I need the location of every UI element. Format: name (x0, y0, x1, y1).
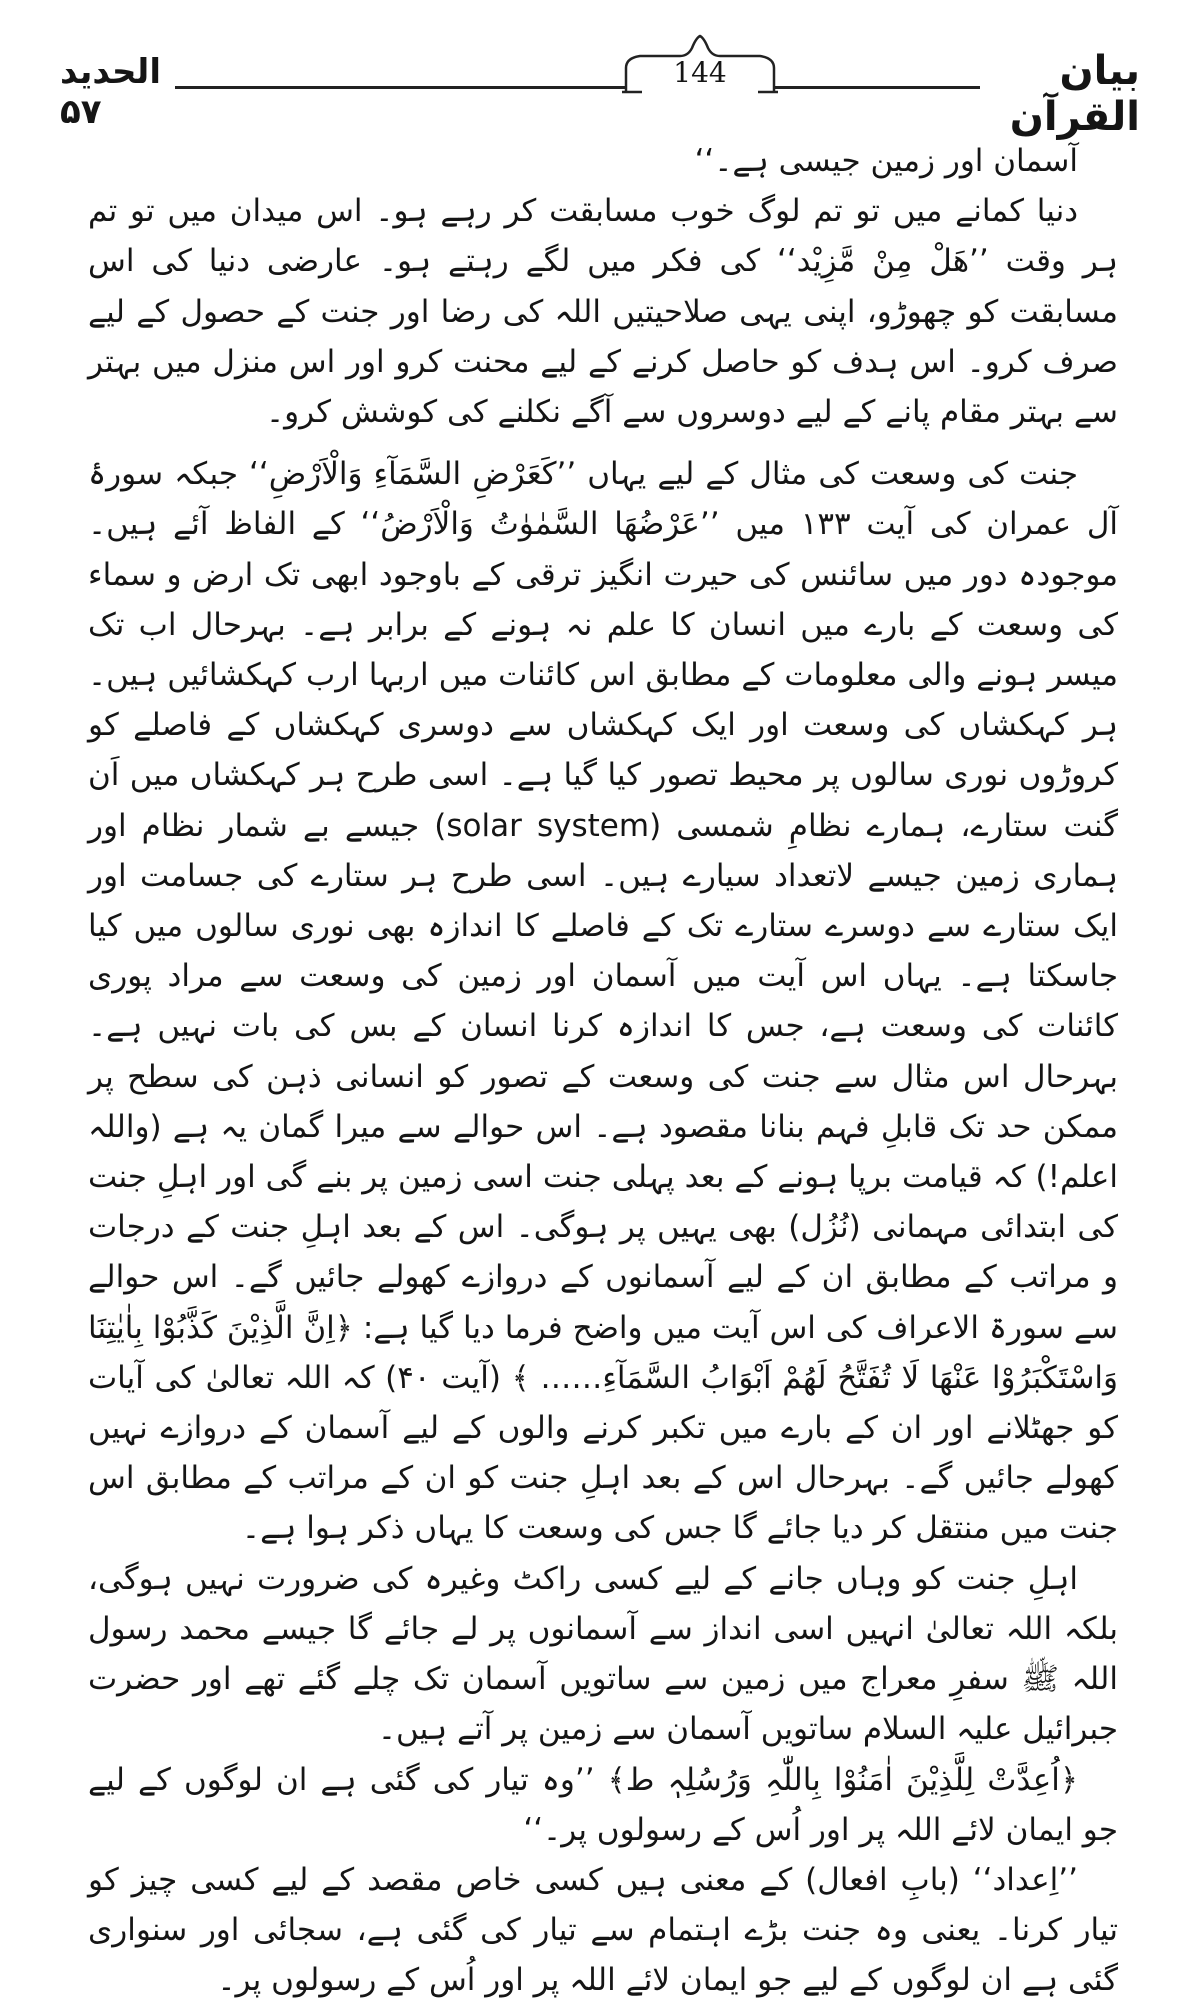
paragraph-competition: دنیا کمانے میں تو تم لوگ خوب مسابقت کر رہے ہو۔ اس میدان میں تو تم ہر وقت ’’ھَلْ مِنْ مَّزِیْد‘‘ کی فکر میں لگے رہتے ہو۔ عارضی دنیا کی اس مسابقت کو چھوڑو، اپنی یہی صلاحیتیں اللہ کی رضا اور جنت کے حصول کے لیے صرف کرو۔ اس ہدف کو حاصل کرنے کے لیے محنت کرو اور اس منزل میں بہتر سے بہتر مقام پانے کے لیے دوسروں سے آگے نکلنے کی کوشش کرو۔ (88, 193, 1118, 431)
paragraph-idad: ’’اِعداد‘‘ (بابِ افعال) کے معنی ہیں کسی خاص مقصد کے لیے کسی چیز کو تیار کرنا۔ یعنی وہ جنت بڑے اہتمام سے تیار کی گئی ہے، سجائی اور سنواری گئی ہے ان لوگوں کے لیے جو ایمان لائے اللہ پر اور اُس کے رسولوں پر۔ (88, 1861, 1118, 1999)
page-number-ornament (622, 34, 778, 100)
page-header (60, 34, 1140, 140)
paragraph-verse: ﴿اُعِدَّتْ لِلَّذِیْنَ اٰمَنُوْا بِاللّٰہِ وَرُسُلِہٖ ط﴾ ’’وہ تیار کی گئی ہے ان لوگوں کے لیے جو ایمان لائے اللہ پر اور اُس کے رسولوں پر۔‘‘ (88, 1761, 1118, 1848)
book-title: بیان القرآن (1009, 48, 1140, 140)
paragraph-quote-end: آسمان اور زمین جیسی ہے۔‘‘ (694, 143, 1078, 179)
page-number: 144 (673, 56, 727, 89)
body-text (88, 136, 1118, 1999)
surah-running-head: الحدید ۵۷ (60, 52, 161, 132)
paragraph-jannah-vastness: جنت کی وسعت کی مثال کے لیے یہاں ’’کَعَرْضِ السَّمَآءِ وَالْاَرْضِ‘‘ جبکہ سورۂ آل عمران کی آیت ۱۳۳ میں ’’عَرْضُھَا السَّمٰوٰتُ وَالْاَرْضُ‘‘ کے الفاظ آئے ہیں۔ موجودہ دور میں سائنس کی حیرت انگیز ترقی کے باوجود ابھی تک ارض و سماء کی وسعت کے بارے میں انسان کا علم نہ ہونے کے برابر ہے۔ بہرحال اب تک میسر ہونے والی معلومات کے مطابق اس کائنات میں اربہا ارب کہکشائیں ہیں۔ ہر کہکشاں کی وسعت اور ایک کہکشاں سے دوسری کہکشاں کے فاصلے کو کروڑوں نوری سالوں پر محیط تصور کیا گیا ہے۔ اسی طرح ہر کہکشاں میں اَن گنت ستارے، ہمارے نظامِ شمسی (solar system) جیسے بے شمار نظام اور ہماری زمین جیسے لاتعداد سیارے ہیں۔ اسی طرح ہر ستارے کی جسامت اور ایک ستارے سے دوسرے ستارے تک کے فاصلے کا اندازہ بھی نوری سالوں میں کیا جاسکتا ہے۔ یہاں اس آیت میں آسمان اور زمین کی وسعت سے مراد پوری کائنات کی وسعت ہے، جس کا اندازہ کرنا انسان کے بس کی بات نہیں ہے۔ بہرحال اس مثال سے جنت کی وسعت کے تصور کو انسانی ذہن کی سطح پر ممکن حد تک قابلِ فہم بنانا مقصود ہے۔ اس حوالے سے میرا گمان یہ ہے (واللہ اعلم!) کہ قیامت برپا ہونے کے بعد پہلی جنت اسی زمین پر بنے گی اور اہلِ جنت کی ابتدائی مہمانی (نُزُل) بھی یہیں پر ہوگی۔ اس کے بعد اہلِ جنت کے درجات و مراتب کے مطابق ان کے لیے آسمانوں کے دروازے کھولے جائیں گے۔ اس حوالے سے سورۃ الاعراف کی اس آیت میں واضح فرما دیا گیا ہے: ﴿اِنَّ الَّذِیْنَ کَذَّبُوْا بِاٰیٰتِنَا وَاسْتَکْبَرُوْا عَنْھَا لَا تُفَتَّحُ لَھُمْ اَبْوَابُ السَّمَآءِ…… ﴾ (آیت ۴۰) کہ اللہ تعالیٰ کی آیات کو جھٹلانے اور ان کے بارے میں تکبر کرنے والوں کے لیے آسمان کے دروازے نہیں کھولے جائیں گے۔ بہرحال اس کے بعد اہلِ جنت کو ان کے مراتب کے مطابق اس جنت میں منتقل کر دیا جائے گا جس کی وسعت کا یہاں ذکر ہوا ہے۔ (88, 456, 1118, 1547)
header-rule-right (775, 86, 980, 89)
paragraph-ascension: اہلِ جنت کو وہاں جانے کے لیے کسی راکٹ وغیرہ کی ضرورت نہیں ہوگی، بلکہ اللہ تعالیٰ انہیں اسی انداز سے آسمانوں پر لے جائے گا جیسے محمد رسول اللہ ﷺ سفرِ معراج میں زمین سے ساتویں آسمان تک چلے گئے تھے اور حضرت جبرائیل علیہ السلام ساتویں آسمان سے زمین پر آتے ہیں۔ (88, 1560, 1118, 1748)
header-rule-left (175, 86, 625, 89)
